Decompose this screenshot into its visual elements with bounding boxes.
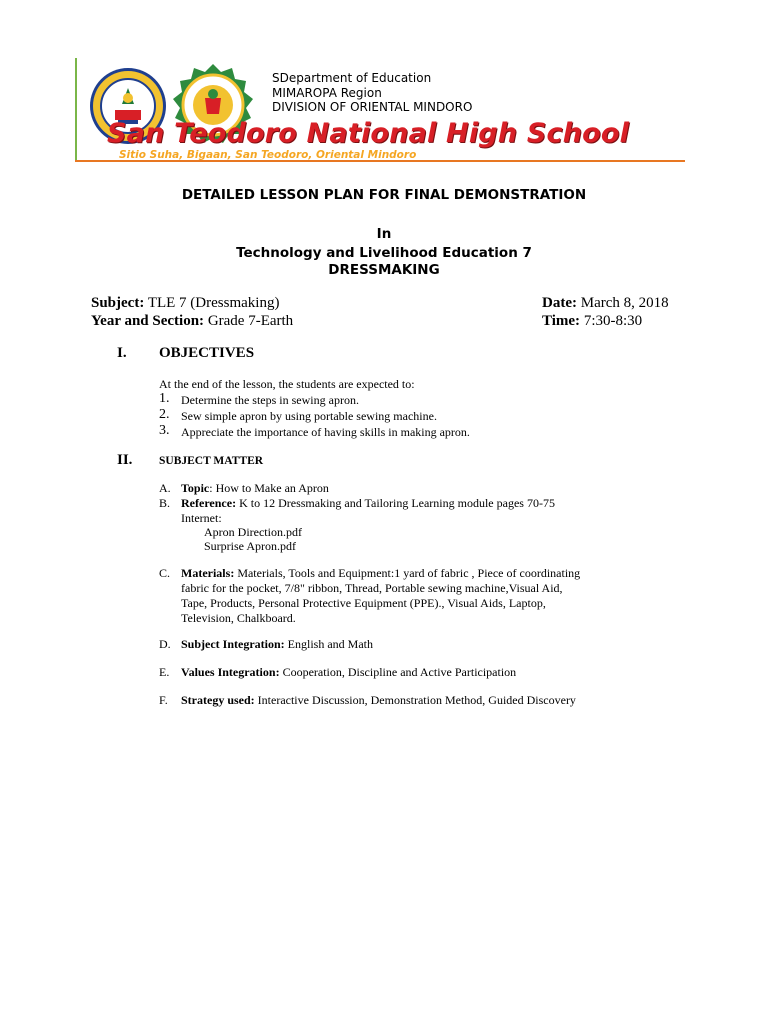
materials-line-2: fabric for the pocket, 7/8" ribbon, Thread, Portable sewing machine,Visual Aid, [181,581,563,595]
section-title-subject-matter: SUBJECT MATTER [159,455,264,467]
objectives-intro: At the end of the lesson, the students are expected to: [159,377,415,391]
year-label: Year and Section: [91,313,205,329]
objective-number: 1. [159,391,170,406]
subject-integration-line [181,637,373,652]
objective-item: Determine the steps in sewing apron. [181,393,359,407]
values-integration-line [181,665,516,680]
materials-value: Materials, Tools and Equipment:1 yard of fabric , Piece of coordinating [234,566,581,580]
time-label: Time: [542,313,581,329]
strategy-value: Interactive Discussion, Demonstration Method, Guided Discovery [254,693,576,707]
subject-matter-letter-b: B. [159,496,171,510]
subject-matter-letter-a: A. [159,481,171,495]
course-title: DRESSMAKING [328,262,440,278]
values-integration-label: Values Integration: [181,665,280,679]
time-value: 7:30-8:30 [583,313,643,329]
date-label: Date: [542,295,577,311]
subject-matter-letter-d: D. [159,637,171,651]
green-vertical-rule [75,58,77,162]
reference-file: Apron Direction.pdf [204,525,302,539]
subject-matter-letter-f: F. [159,693,168,707]
values-integration-value: Cooperation, Discipline and Active Participation [279,665,517,679]
subject-integration-value: English and Math [284,637,373,651]
reference-line [181,496,555,511]
year-section-row [91,313,293,330]
materials-line [181,566,580,581]
subject-matter-letter-c: C. [159,566,171,580]
deped-heading [272,71,472,115]
section-number-ii: II. [117,452,133,468]
objective-number: 2. [159,407,170,422]
reference-value: K to 12 Dressmaking and Tailoring Learning module pages 70-75 [236,496,555,510]
subject-row [91,295,279,312]
title-in: In [376,226,392,242]
year-value: Grade 7-Earth [207,313,294,329]
topic-line [181,481,329,496]
date-row [542,295,669,312]
school-name: San Teodoro National High School [107,118,630,149]
reference-label: Reference: [181,496,237,510]
letterhead [0,0,768,170]
division-text: DIVISION OF ORIENTAL MINDORO [272,100,473,114]
region-text: MIMAROPA Region [272,85,382,100]
objective-item: Appreciate the importance of having skills in making apron. [181,425,470,439]
subject-label: Subject: [91,295,145,311]
subject-title: Technology and Livelihood Education 7 [236,245,532,261]
reference-file: Surprise Apron.pdf [204,539,296,553]
materials-line-3: Tape, Products, Personal Protective Equipment (PPE)., Visual Aids, Laptop, [181,596,546,610]
date-value: March 8, 2018 [580,295,669,311]
internet-label: Internet: [181,511,222,525]
strategy-label: Strategy used: [181,693,255,707]
strategy-line [181,693,576,708]
section-number-i: I. [117,345,127,361]
section-title-objectives: OBJECTIVES [159,345,255,361]
materials-line-4: Television, Chalkboard. [181,611,296,625]
topic-label: Topic [181,481,210,495]
subject-value: TLE 7 (Dressmaking) [147,295,280,311]
document-title: DETAILED LESSON PLAN FOR FINAL DEMONSTRATION [181,187,587,203]
topic-value: : How to Make an Apron [209,481,329,495]
subject-matter-letter-e: E. [159,665,170,679]
time-row [542,313,642,330]
objective-item: Sew simple apron by using portable sewing machine. [181,409,437,423]
school-address: Sitio Suha, Bigaan, San Teodoro, Oriental Mindoro [119,149,417,161]
materials-label: Materials: [181,566,235,580]
objective-number: 3. [159,423,170,438]
subject-integration-label: Subject Integration: [181,637,285,651]
department-text: SDepartment of Education [272,71,432,85]
